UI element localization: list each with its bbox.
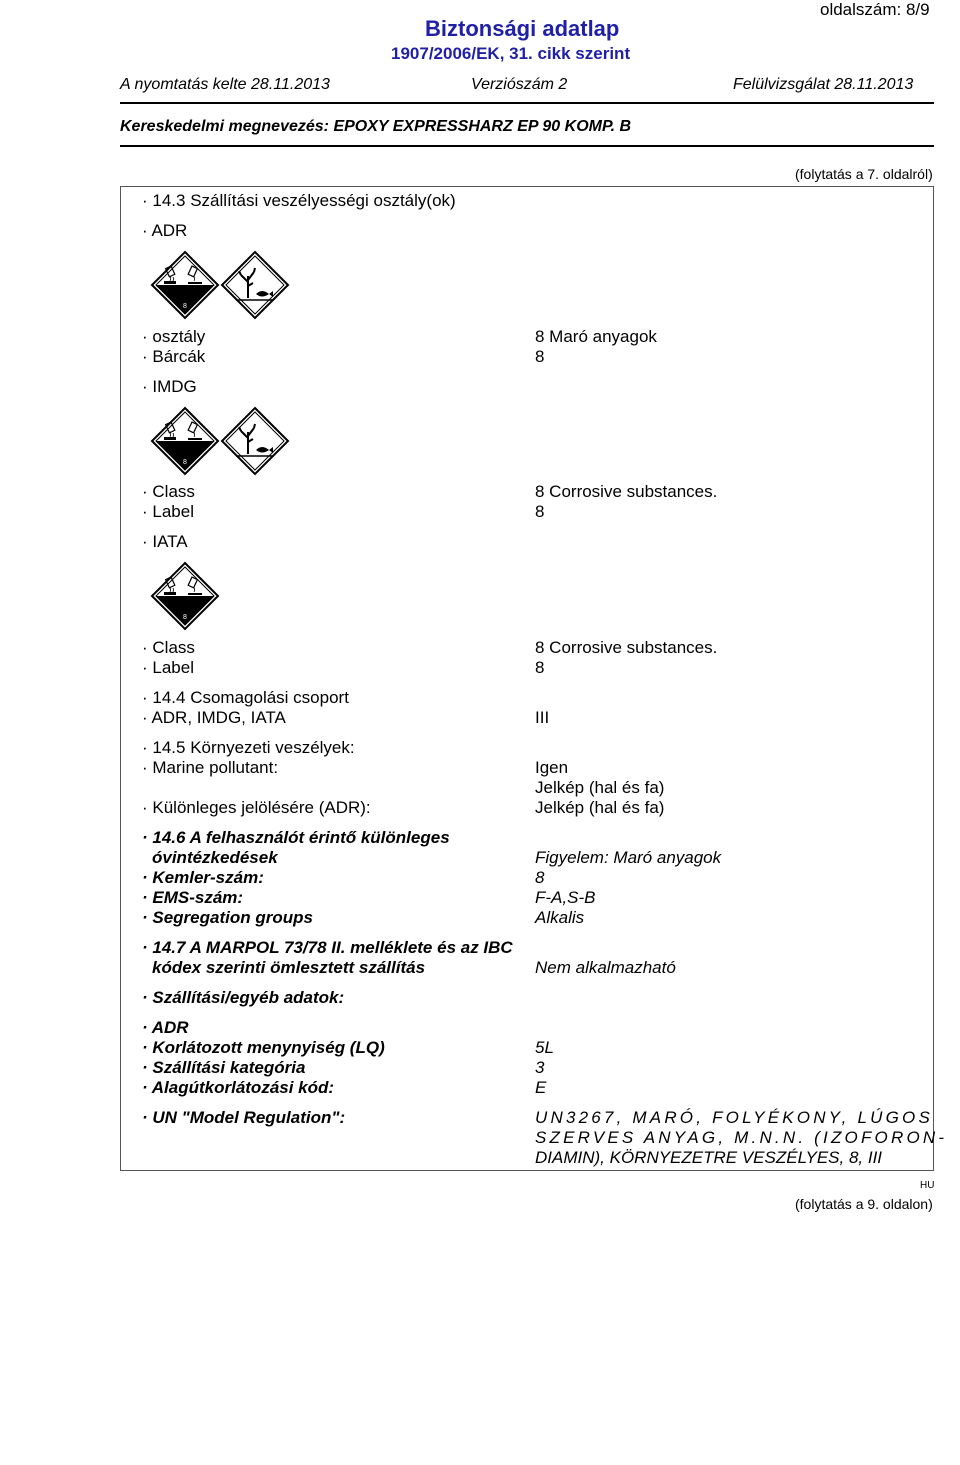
un-model-regulation-line2: SZERVES ANYAG, M.N.N. (IZOFORON- <box>535 1128 948 1147</box>
tunnel-code-label: · Alagútkorlátozási kód: <box>142 1078 335 1097</box>
section-14-7-heading-line2: kódex szerinti ömlesztett szállítás <box>152 958 426 977</box>
corrosive-pictogram-iata <box>150 561 220 631</box>
trade-name: Kereskedelmi megnevezés: EPOXY EXPRESSHARZ EP 90 KOMP. B <box>120 118 632 135</box>
transport-category-value: 3 <box>535 1058 545 1077</box>
imdg-class-label: · Class <box>142 482 195 501</box>
trade-name-divider <box>120 145 934 147</box>
section-14-6-heading: · 14.6 A felhasználót érintő különleges <box>142 828 450 847</box>
adr-labels-label: · Bárcák <box>142 347 206 366</box>
section-14-7-heading: · 14.7 A MARPOL 73/78 II. melléklete és az IBC <box>142 938 513 957</box>
pictogram-number: 8 <box>183 459 187 466</box>
revision-date: Felülvizsgálat 28.11.2013 <box>733 76 914 93</box>
imdg-label: · IMDG <box>142 377 197 396</box>
packing-group-label: · ADR, IMDG, IATA <box>142 708 286 727</box>
continued-from: (folytatás a 7. oldalról) <box>795 166 933 182</box>
corrosive-pictogram-imdg <box>150 406 220 476</box>
imdg-class-value: 8 Corrosive substances. <box>535 482 718 501</box>
precaution-value: Figyelem: Maró anyagok <box>535 848 722 867</box>
language-code: HU <box>920 1180 935 1191</box>
iata-class-value: 8 Corrosive substances. <box>535 638 718 657</box>
environment-pictogram-adr <box>220 250 290 320</box>
special-marking-value: Jelkép (hal és fa) <box>535 798 665 817</box>
ems-value: F-A,S-B <box>535 888 596 907</box>
segregation-label: · Segregation groups <box>142 908 313 927</box>
marine-pollutant-label: · Marine pollutant: <box>142 758 279 777</box>
imdg-label-value: 8 <box>535 502 545 521</box>
transport-category-label: · Szállítási kategória <box>142 1058 306 1077</box>
adr-class-value: 8 Maró anyagok <box>535 327 657 346</box>
adr-labels-value: 8 <box>535 347 545 366</box>
kemler-value: 8 <box>535 868 545 887</box>
tunnel-code-value: E <box>535 1078 547 1097</box>
un-model-regulation-label: · UN "Model Regulation": <box>142 1108 346 1127</box>
marine-pollutant-symbol: Jelkép (hal és fa) <box>535 778 665 797</box>
pictogram-number: 8 <box>183 614 187 621</box>
marpol-value: Nem alkalmazható <box>535 958 676 977</box>
segregation-value: Alkalis <box>535 908 585 927</box>
document-title: Biztonsági adatlap <box>425 16 620 41</box>
iata-label: · IATA <box>142 532 188 551</box>
continued-to: (folytatás a 9. oldalon) <box>795 1196 933 1212</box>
environment-pictogram-imdg <box>220 406 290 476</box>
ems-label: · EMS-szám: <box>142 888 244 907</box>
iata-class-label: · Class <box>142 638 195 657</box>
section-box <box>120 186 934 1171</box>
corrosive-pictogram-adr <box>150 250 220 320</box>
adr-label: · ADR <box>142 221 188 240</box>
limited-quantity-label: · Korlátozott menynyiség (LQ) <box>142 1038 385 1057</box>
section-14-6-heading-line2: óvintézkedések <box>152 848 278 867</box>
other-transport-heading: · Szállítási/egyéb adatok: <box>142 988 345 1007</box>
pictogram-number: 8 <box>183 303 187 310</box>
regulation-subtitle: 1907/2006/EK, 31. cikk szerint <box>391 44 631 63</box>
special-marking-label: · Különleges jelölésére (ADR): <box>142 798 371 817</box>
section-14-5-heading: · 14.5 Környezeti veszélyek: <box>142 738 355 757</box>
section-14-3-heading: · 14.3 Szállítási veszélyességi osztály(ok) <box>142 191 456 210</box>
un-model-regulation-line3: DIAMIN), KÖRNYEZETRE VESZÉLYES, 8, III <box>535 1148 883 1167</box>
version-number: Verziószám 2 <box>471 76 568 93</box>
iata-label-value: 8 <box>535 658 545 677</box>
header-divider <box>120 102 934 104</box>
other-adr-label: · ADR <box>142 1018 189 1037</box>
marine-pollutant-value: Igen <box>535 758 569 777</box>
kemler-label: · Kemler-szám: <box>142 868 264 887</box>
packing-group-value: III <box>535 708 550 727</box>
imdg-label-label: · Label <box>142 502 194 521</box>
un-model-regulation-line1: UN3267, MARÓ, FOLYÉKONY, LÚGOS <box>535 1108 934 1127</box>
iata-label-label: · Label <box>142 658 194 677</box>
page-number: oldalszám: 8/9 <box>820 0 930 19</box>
limited-quantity-value: 5L <box>535 1038 554 1057</box>
adr-class-label: · osztály <box>142 327 206 346</box>
print-date: A nyomtatás kelte 28.11.2013 <box>120 76 330 93</box>
section-14-4-heading: · 14.4 Csomagolási csoport <box>142 688 349 707</box>
